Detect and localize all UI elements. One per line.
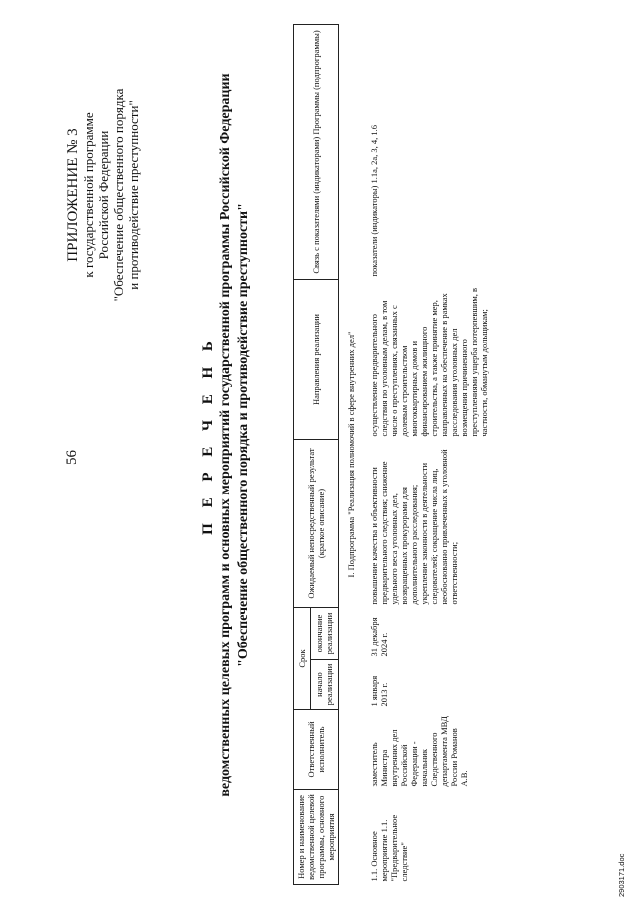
heading-title: П Е Р Е Ч Е Н Ь xyxy=(200,335,216,535)
row-number: 1.1. xyxy=(369,868,379,882)
cell-end: 31 декабря 2024 г. xyxy=(369,617,389,657)
heading-line-1: ведомственных целевых программ и основных мероприятий государственной программы Российской Федерации xyxy=(218,73,233,797)
header-link: Связь с показателями (индикаторами) Программы (подпрограммы) xyxy=(294,25,339,280)
cell-responsible: заместитель Министра внутренних дел Российской Федерации - начальник Следственного департамента МВД России Романов А.В. xyxy=(369,716,469,787)
appendix-block xyxy=(66,45,141,345)
header-term: Срок xyxy=(294,608,311,710)
cell-number-name xyxy=(363,790,491,885)
table-row xyxy=(363,25,491,885)
appendix-line: и противодействие преступности" xyxy=(126,100,141,290)
heading-line-2: "Обеспечение общественного порядка и противодействие преступности" xyxy=(236,203,251,667)
appendix-line: "Обеспечение общественного порядка xyxy=(111,88,126,302)
subprogram-title: I. Подпрограмма "Реализация полномочий в сфере внутренних дел" xyxy=(346,331,356,578)
cell-result: повышение качества и объективности предварительного следствия; снижение удельного веса уголовных дел, возвращенных прокурорами для дополнительного расследования; укрепление законности в деятельности следователей; сокращение числа лиц, необоснованно привлеченных к уголовной ответственности; xyxy=(369,449,459,605)
page-number: 56 xyxy=(64,450,80,465)
cell-start: 1 января 2013 г. xyxy=(369,675,389,707)
header-result: Ожидаемый непосредственный результат (краткое описание) xyxy=(294,440,339,608)
header-end: окончание реализации xyxy=(310,608,338,660)
appendix-line: к государственной программе xyxy=(81,112,96,278)
file-code: 2903171.doc xyxy=(617,853,626,897)
appendix-title: ПРИЛОЖЕНИЕ № 3 xyxy=(65,128,81,262)
header-start: начало реализации xyxy=(310,660,338,710)
row-name: Основное мероприятие 1.1. "Предварительное следствие" xyxy=(369,814,409,882)
header-responsible: Ответственный исполнитель xyxy=(294,710,339,790)
measures-table xyxy=(293,24,491,885)
cell-link: показатели (индикаторы) 1.1а, 2а, 3, 4, 1.6 xyxy=(369,124,379,277)
header-directions: Направления реализации xyxy=(294,280,339,440)
cell-directions: осуществление предварительного следствия по уголовным делам, в том числе о преступлениях, связанных с долевым строительством многоквартирных домов и финансированием жилищного строительства, а также принятие мер, направленных на обеспечение в рамках расследования уголовных дел возмещения причиненного преступлениями ущерба потерпевшим, в частности, обманутым дольщикам; xyxy=(369,287,489,437)
document-heading xyxy=(200,35,253,835)
appendix-line: Российской Федерации xyxy=(96,130,111,260)
header-number-name: Номер и наименование ведомственной целевой программы, основного мероприятия xyxy=(294,790,339,885)
